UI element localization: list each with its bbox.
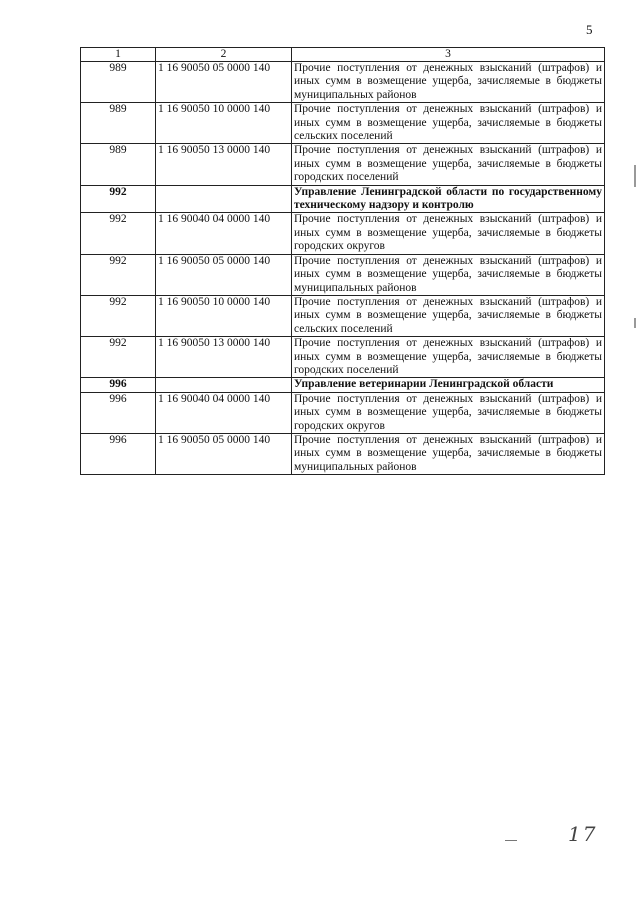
revenue-name: Прочие поступления от денежных взысканий (штрафов) и иных сумм в возмещение ущерба, зачисляемые в бюджеты сельских поселений (292, 295, 605, 336)
table-row (81, 144, 605, 185)
administrator-header-row (81, 185, 605, 213)
revenue-name: Прочие поступления от денежных взысканий (штрафов) и иных сумм в возмещение ущерба, зачисляемые в бюджеты городских поселений (292, 337, 605, 378)
budget-classification-code (156, 185, 292, 213)
table-row (81, 337, 605, 378)
revenue-name: Прочие поступления от денежных взысканий (штрафов) и иных сумм в возмещение ущерба, зачисляемые в бюджеты городских округов (292, 392, 605, 433)
revenue-name: Прочие поступления от денежных взысканий (штрафов) и иных сумм в возмещение ущерба, зачисляемые в бюджеты городских округов (292, 213, 605, 254)
column-number-2: 2 (156, 48, 292, 62)
table-row (81, 103, 605, 144)
column-number-1: 1 (81, 48, 156, 62)
column-number-row (81, 48, 605, 62)
revenue-name: Прочие поступления от денежных взысканий (штрафов) и иных сумм в возмещение ущерба, зачисляемые в бюджеты муниципальных районов (292, 254, 605, 295)
revenue-name: Прочие поступления от денежных взысканий (штрафов) и иных сумм в возмещение ущерба, зачисляемые в бюджеты сельских поселений (292, 103, 605, 144)
budget-classification-code (156, 378, 292, 392)
administrator-header-row (81, 378, 605, 392)
budget-classification-code: 1 16 90050 13 0000 140 (156, 337, 292, 378)
administrator-code: 992 (81, 213, 156, 254)
administrator-code: 989 (81, 62, 156, 103)
administrator-code: 992 (81, 254, 156, 295)
table-row (81, 213, 605, 254)
handwritten-sheet-number: 17 (568, 822, 598, 846)
administrator-code: 992 (81, 295, 156, 336)
administrator-code: 996 (81, 392, 156, 433)
table-row (81, 392, 605, 433)
budget-classification-code: 1 16 90040 04 0000 140 (156, 392, 292, 433)
administrator-code: 992 (81, 337, 156, 378)
table-row (81, 433, 605, 474)
administrator-code: 989 (81, 144, 156, 185)
handwritten-page-mark (505, 822, 598, 852)
administrator-name: Управление ветеринарии Ленинградской области (292, 378, 605, 392)
revenue-codes-table (80, 47, 605, 475)
scan-dash-mark (505, 840, 517, 841)
revenue-name: Прочие поступления от денежных взысканий (штрафов) и иных сумм в возмещение ущерба, зачисляемые в бюджеты городских поселений (292, 144, 605, 185)
table-row (81, 254, 605, 295)
budget-classification-code: 1 16 90040 04 0000 140 (156, 213, 292, 254)
budget-classification-code: 1 16 90050 05 0000 140 (156, 254, 292, 295)
budget-classification-code: 1 16 90050 10 0000 140 (156, 103, 292, 144)
administrator-code: 989 (81, 103, 156, 144)
administrator-code: 992 (81, 185, 156, 213)
administrator-code: 996 (81, 433, 156, 474)
scan-edge-mark (634, 318, 636, 328)
scan-edge-mark (634, 165, 636, 187)
budget-classification-code: 1 16 90050 10 0000 140 (156, 295, 292, 336)
administrator-name: Управление Ленинградской области по государственному техническому надзору и контролю (292, 185, 605, 213)
revenue-name: Прочие поступления от денежных взысканий (штрафов) и иных сумм в возмещение ущерба, зачисляемые в бюджеты муниципальных районов (292, 433, 605, 474)
administrator-code: 996 (81, 378, 156, 392)
column-number-3: 3 (292, 48, 605, 62)
budget-classification-code: 1 16 90050 05 0000 140 (156, 433, 292, 474)
budget-classification-code: 1 16 90050 05 0000 140 (156, 62, 292, 103)
page-number: 5 (586, 22, 593, 37)
table-row (81, 62, 605, 103)
table-row (81, 295, 605, 336)
revenue-name: Прочие поступления от денежных взысканий (штрафов) и иных сумм в возмещение ущерба, зачисляемые в бюджеты муниципальных районов (292, 62, 605, 103)
budget-classification-code: 1 16 90050 13 0000 140 (156, 144, 292, 185)
